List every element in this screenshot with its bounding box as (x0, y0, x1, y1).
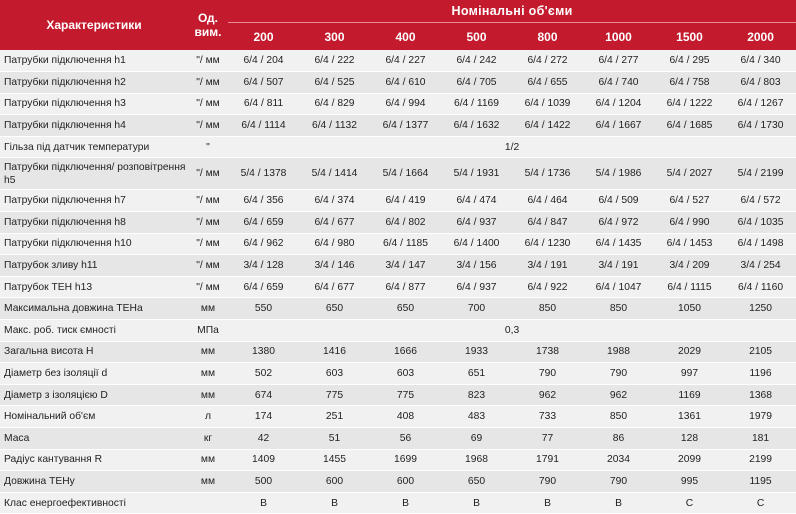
row-value-300: 600 (299, 471, 370, 493)
header-characteristics: Характеристики (0, 0, 188, 50)
row-characteristic: Максимальна довжина ТЕНа (0, 298, 188, 320)
row-unit (188, 492, 228, 514)
row-value-200: 6/4 / 659 (228, 276, 299, 298)
table-row (0, 428, 796, 450)
row-value-800: 733 (512, 406, 583, 428)
row-unit: "/ мм (188, 50, 228, 72)
row-unit: МПа (188, 320, 228, 342)
row-value-1000: 6/4 / 972 (583, 212, 654, 234)
row-value-500: 1968 (441, 449, 512, 471)
row-value-2000: 6/4 / 1035 (725, 212, 796, 234)
header-volume-300: 300 (299, 23, 370, 51)
row-value-800: 6/4 / 847 (512, 212, 583, 234)
row-value-300: 603 (299, 363, 370, 385)
row-value-200: 42 (228, 428, 299, 450)
row-value-800: 3/4 / 191 (512, 255, 583, 277)
row-value-1000: 6/4 / 740 (583, 72, 654, 94)
row-characteristic: Довжина ТЕНу (0, 471, 188, 493)
row-value-300: 6/4 / 525 (299, 72, 370, 94)
row-value-1000: 790 (583, 471, 654, 493)
row-value-1500: C (654, 492, 725, 514)
row-value-1000: 86 (583, 428, 654, 450)
row-unit: "/ мм (188, 158, 228, 190)
row-value-400: 603 (370, 363, 441, 385)
row-value-800: 850 (512, 298, 583, 320)
row-value-1500: 5/4 / 2027 (654, 158, 725, 190)
row-value-200: 1380 (228, 341, 299, 363)
row-value-1500: 3/4 / 209 (654, 255, 725, 277)
table-row (0, 341, 796, 363)
header-volume-500: 500 (441, 23, 512, 51)
row-value-1500: 6/4 / 1222 (654, 93, 725, 115)
row-characteristic: Патрубки підключення h10 (0, 233, 188, 255)
row-characteristic: Патрубки підключення h1 (0, 50, 188, 72)
row-value-300: 5/4 / 1414 (299, 158, 370, 190)
row-value-1000: 6/4 / 277 (583, 50, 654, 72)
row-value-1000: 850 (583, 406, 654, 428)
table-row (0, 212, 796, 234)
row-value-1000: 850 (583, 298, 654, 320)
row-value-300: 51 (299, 428, 370, 450)
row-value-500: 6/4 / 1169 (441, 93, 512, 115)
table-row (0, 384, 796, 406)
row-characteristic: Патрубки підключення h4 (0, 115, 188, 137)
row-value-500: 6/4 / 937 (441, 212, 512, 234)
table-row (0, 190, 796, 212)
row-value-800: 6/4 / 655 (512, 72, 583, 94)
row-characteristic: Діаметр з ізоляцією D (0, 384, 188, 406)
row-value-500: 700 (441, 298, 512, 320)
row-value-2000: 1196 (725, 363, 796, 385)
row-value-1000: 5/4 / 1986 (583, 158, 654, 190)
row-value-400: 6/4 / 1377 (370, 115, 441, 137)
row-value-200: 6/4 / 811 (228, 93, 299, 115)
row-value-1500: 6/4 / 1685 (654, 115, 725, 137)
table-row (0, 115, 796, 137)
row-value-200: 6/4 / 507 (228, 72, 299, 94)
table-row (0, 136, 796, 158)
row-value-400: 6/4 / 877 (370, 276, 441, 298)
row-characteristic: Клас енергоефективності (0, 492, 188, 514)
table-row (0, 72, 796, 94)
row-value-800: 6/4 / 1230 (512, 233, 583, 255)
row-value-400: 6/4 / 802 (370, 212, 441, 234)
header-unit: Од. вим. (188, 0, 228, 50)
table-row (0, 50, 796, 72)
row-merged-value: 1/2 (228, 136, 796, 158)
row-value-2000: 2105 (725, 341, 796, 363)
row-value-1000: 962 (583, 384, 654, 406)
row-value-300: 6/4 / 374 (299, 190, 370, 212)
row-value-1000: 3/4 / 191 (583, 255, 654, 277)
row-characteristic: Гільза під датчик температури (0, 136, 188, 158)
row-value-1000: 6/4 / 509 (583, 190, 654, 212)
row-value-2000: 3/4 / 254 (725, 255, 796, 277)
row-value-300: 251 (299, 406, 370, 428)
row-value-1500: 995 (654, 471, 725, 493)
row-unit: " (188, 136, 228, 158)
row-value-400: 6/4 / 227 (370, 50, 441, 72)
row-value-1500: 6/4 / 1115 (654, 276, 725, 298)
row-value-200: 1409 (228, 449, 299, 471)
row-value-1500: 6/4 / 1453 (654, 233, 725, 255)
row-characteristic: Патрубки підключення h2 (0, 72, 188, 94)
header-volume-2000: 2000 (725, 23, 796, 51)
row-unit: мм (188, 449, 228, 471)
table-body (0, 50, 796, 514)
table-row (0, 276, 796, 298)
row-unit: мм (188, 384, 228, 406)
row-unit: "/ мм (188, 255, 228, 277)
row-value-800: 962 (512, 384, 583, 406)
row-value-200: 674 (228, 384, 299, 406)
row-value-400: 5/4 / 1664 (370, 158, 441, 190)
row-value-800: 6/4 / 272 (512, 50, 583, 72)
row-value-2000: C (725, 492, 796, 514)
row-characteristic: Патрубки підключення h8 (0, 212, 188, 234)
table-row (0, 363, 796, 385)
row-value-500: 69 (441, 428, 512, 450)
row-value-2000: 2199 (725, 449, 796, 471)
row-value-1000: 6/4 / 1435 (583, 233, 654, 255)
row-value-500: 3/4 / 156 (441, 255, 512, 277)
row-value-500: 483 (441, 406, 512, 428)
row-value-400: 1699 (370, 449, 441, 471)
row-value-2000: 6/4 / 1498 (725, 233, 796, 255)
row-value-800: 790 (512, 471, 583, 493)
row-value-400: 6/4 / 419 (370, 190, 441, 212)
row-value-2000: 1979 (725, 406, 796, 428)
table-row (0, 298, 796, 320)
row-characteristic: Патрубок зливу h11 (0, 255, 188, 277)
row-value-1500: 128 (654, 428, 725, 450)
row-value-300: 775 (299, 384, 370, 406)
row-unit: мм (188, 363, 228, 385)
header-volume-800: 800 (512, 23, 583, 51)
row-value-400: 600 (370, 471, 441, 493)
row-value-800: 6/4 / 1422 (512, 115, 583, 137)
row-value-300: 6/4 / 677 (299, 276, 370, 298)
row-value-800: 790 (512, 363, 583, 385)
row-value-1000: B (583, 492, 654, 514)
row-value-800: 1738 (512, 341, 583, 363)
row-unit: л (188, 406, 228, 428)
row-value-500: 6/4 / 242 (441, 50, 512, 72)
table-row (0, 406, 796, 428)
row-value-200: 6/4 / 962 (228, 233, 299, 255)
row-characteristic: Номінальний об'єм (0, 406, 188, 428)
header-volumes-title: Номінальні об'єми (228, 0, 796, 23)
row-value-400: 56 (370, 428, 441, 450)
row-value-300: 1416 (299, 341, 370, 363)
row-value-400: 6/4 / 994 (370, 93, 441, 115)
row-value-1500: 6/4 / 295 (654, 50, 725, 72)
row-value-500: 6/4 / 937 (441, 276, 512, 298)
row-value-300: 6/4 / 222 (299, 50, 370, 72)
row-value-1000: 1988 (583, 341, 654, 363)
row-value-2000: 181 (725, 428, 796, 450)
row-value-200: 5/4 / 1378 (228, 158, 299, 190)
row-value-1500: 2099 (654, 449, 725, 471)
row-unit: мм (188, 471, 228, 493)
row-value-300: 6/4 / 677 (299, 212, 370, 234)
row-value-200: 6/4 / 659 (228, 212, 299, 234)
row-value-1000: 6/4 / 1667 (583, 115, 654, 137)
row-value-500: 650 (441, 471, 512, 493)
row-characteristic: Патрубки підключення/ розповітрення h5 (0, 158, 188, 190)
row-value-1500: 2029 (654, 341, 725, 363)
row-value-200: 6/4 / 356 (228, 190, 299, 212)
row-value-400: 6/4 / 610 (370, 72, 441, 94)
row-value-200: 174 (228, 406, 299, 428)
row-value-800: 6/4 / 922 (512, 276, 583, 298)
row-value-400: 6/4 / 1185 (370, 233, 441, 255)
row-unit: "/ мм (188, 212, 228, 234)
table-row (0, 255, 796, 277)
row-characteristic: Маса (0, 428, 188, 450)
row-value-500: 5/4 / 1931 (441, 158, 512, 190)
row-value-200: 6/4 / 1114 (228, 115, 299, 137)
row-merged-value: 0,3 (228, 320, 796, 342)
row-value-400: 775 (370, 384, 441, 406)
row-value-2000: 6/4 / 1730 (725, 115, 796, 137)
row-value-500: 6/4 / 705 (441, 72, 512, 94)
row-value-2000: 1368 (725, 384, 796, 406)
row-unit: "/ мм (188, 233, 228, 255)
row-value-300: 3/4 / 146 (299, 255, 370, 277)
row-value-2000: 6/4 / 572 (725, 190, 796, 212)
row-unit: "/ мм (188, 276, 228, 298)
header-volume-400: 400 (370, 23, 441, 51)
row-unit: мм (188, 341, 228, 363)
row-value-1500: 6/4 / 990 (654, 212, 725, 234)
row-value-400: 1666 (370, 341, 441, 363)
row-value-400: 3/4 / 147 (370, 255, 441, 277)
row-value-400: 650 (370, 298, 441, 320)
row-unit: "/ мм (188, 115, 228, 137)
row-value-300: 650 (299, 298, 370, 320)
table-row (0, 233, 796, 255)
row-unit: "/ мм (188, 72, 228, 94)
row-value-2000: 6/4 / 803 (725, 72, 796, 94)
row-value-2000: 5/4 / 2199 (725, 158, 796, 190)
row-characteristic: Радіус кантування R (0, 449, 188, 471)
row-value-800: 5/4 / 1736 (512, 158, 583, 190)
row-value-1500: 997 (654, 363, 725, 385)
row-value-200: 550 (228, 298, 299, 320)
row-unit: "/ мм (188, 93, 228, 115)
header-volume-1500: 1500 (654, 23, 725, 51)
row-value-500: 6/4 / 474 (441, 190, 512, 212)
row-value-300: 6/4 / 829 (299, 93, 370, 115)
row-value-300: 1455 (299, 449, 370, 471)
row-value-1500: 1050 (654, 298, 725, 320)
row-value-2000: 6/4 / 1267 (725, 93, 796, 115)
row-value-500: 6/4 / 1632 (441, 115, 512, 137)
row-characteristic: Патрубок ТЕН h13 (0, 276, 188, 298)
row-value-2000: 1195 (725, 471, 796, 493)
row-value-800: B (512, 492, 583, 514)
header-volume-200: 200 (228, 23, 299, 51)
row-value-500: B (441, 492, 512, 514)
row-value-2000: 1250 (725, 298, 796, 320)
row-value-800: 77 (512, 428, 583, 450)
row-value-800: 6/4 / 464 (512, 190, 583, 212)
row-value-1000: 2034 (583, 449, 654, 471)
row-characteristic: Діаметр без ізоляції d (0, 363, 188, 385)
table-row (0, 449, 796, 471)
row-value-400: B (370, 492, 441, 514)
table-row (0, 471, 796, 493)
row-value-2000: 6/4 / 1160 (725, 276, 796, 298)
row-value-1500: 1361 (654, 406, 725, 428)
table-row (0, 93, 796, 115)
table-header (0, 0, 796, 50)
row-unit: кг (188, 428, 228, 450)
row-value-2000: 6/4 / 340 (725, 50, 796, 72)
row-value-1000: 6/4 / 1047 (583, 276, 654, 298)
table-row (0, 320, 796, 342)
row-value-200: 500 (228, 471, 299, 493)
row-value-1500: 6/4 / 527 (654, 190, 725, 212)
row-value-300: 6/4 / 980 (299, 233, 370, 255)
row-value-500: 823 (441, 384, 512, 406)
row-value-400: 408 (370, 406, 441, 428)
row-value-500: 651 (441, 363, 512, 385)
row-value-300: 6/4 / 1132 (299, 115, 370, 137)
row-value-1500: 6/4 / 758 (654, 72, 725, 94)
row-unit: "/ мм (188, 190, 228, 212)
row-value-500: 6/4 / 1400 (441, 233, 512, 255)
row-value-1000: 6/4 / 1204 (583, 93, 654, 115)
row-characteristic: Макс. роб. тиск ємності (0, 320, 188, 342)
row-value-200: 502 (228, 363, 299, 385)
header-volume-1000: 1000 (583, 23, 654, 51)
row-characteristic: Патрубки підключення h7 (0, 190, 188, 212)
table-row (0, 158, 796, 190)
row-value-200: B (228, 492, 299, 514)
row-value-800: 1791 (512, 449, 583, 471)
row-value-500: 1933 (441, 341, 512, 363)
row-value-1500: 1169 (654, 384, 725, 406)
row-unit: мм (188, 298, 228, 320)
row-characteristic: Загальна висота H (0, 341, 188, 363)
row-value-800: 6/4 / 1039 (512, 93, 583, 115)
row-value-1000: 790 (583, 363, 654, 385)
row-value-200: 6/4 / 204 (228, 50, 299, 72)
row-value-200: 3/4 / 128 (228, 255, 299, 277)
row-characteristic: Патрубки підключення h3 (0, 93, 188, 115)
table-row (0, 492, 796, 514)
row-value-300: B (299, 492, 370, 514)
